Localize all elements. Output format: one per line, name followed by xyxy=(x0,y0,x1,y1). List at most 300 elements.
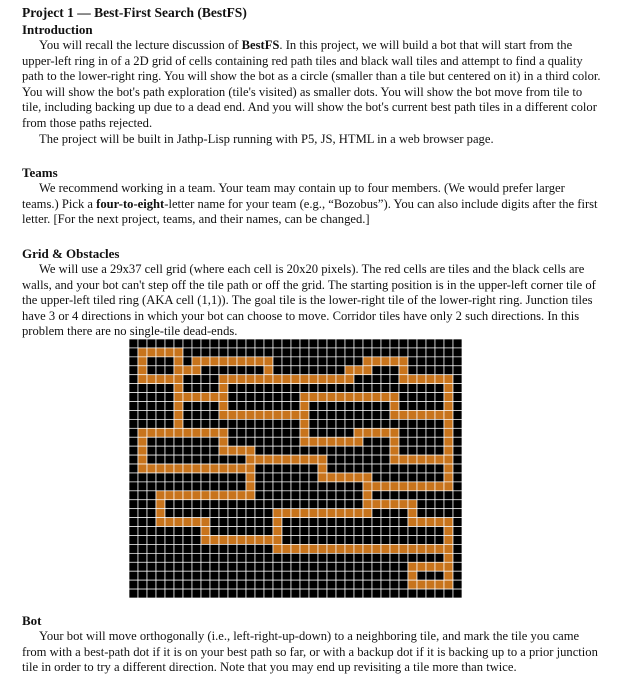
wall-cell xyxy=(291,402,300,411)
path-tile xyxy=(210,393,219,402)
wall-cell xyxy=(273,464,282,473)
platform-paragraph: The project will be built in Jathp-Lisp running with P5, JS, HTML in a web browser page. xyxy=(39,131,494,146)
path-tile xyxy=(444,527,453,536)
wall-cell xyxy=(444,339,453,348)
wall-cell xyxy=(363,446,372,455)
wall-cell xyxy=(165,589,174,598)
wall-cell xyxy=(309,535,318,544)
wall-cell xyxy=(435,384,444,393)
wall-cell xyxy=(282,535,291,544)
wall-cell xyxy=(399,437,408,446)
wall-cell xyxy=(237,518,246,527)
path-tile xyxy=(435,482,444,491)
path-tile xyxy=(318,375,327,384)
wall-cell xyxy=(417,348,426,357)
wall-cell xyxy=(129,348,138,357)
path-tile xyxy=(147,428,156,437)
wall-cell xyxy=(183,348,192,357)
path-tile xyxy=(345,366,354,375)
path-tile xyxy=(255,535,264,544)
path-tile xyxy=(336,509,345,518)
wall-cell xyxy=(156,473,165,482)
wall-cell xyxy=(417,366,426,375)
wall-cell xyxy=(183,437,192,446)
wall-cell xyxy=(237,562,246,571)
path-tile xyxy=(174,366,183,375)
wall-cell xyxy=(453,375,462,384)
wall-cell xyxy=(372,410,381,419)
wall-cell xyxy=(327,464,336,473)
wall-cell xyxy=(435,589,444,598)
wall-cell xyxy=(354,527,363,536)
wall-cell xyxy=(156,535,165,544)
wall-cell xyxy=(156,455,165,464)
wall-cell xyxy=(219,366,228,375)
path-tile xyxy=(363,544,372,553)
path-tile xyxy=(201,357,210,366)
path-tile xyxy=(435,518,444,527)
wall-cell xyxy=(210,553,219,562)
wall-cell xyxy=(264,482,273,491)
path-tile xyxy=(399,410,408,419)
path-tile xyxy=(381,500,390,509)
wall-cell xyxy=(417,357,426,366)
wall-cell xyxy=(129,446,138,455)
wall-cell xyxy=(147,553,156,562)
wall-cell xyxy=(399,473,408,482)
wall-cell xyxy=(246,518,255,527)
wall-cell xyxy=(291,339,300,348)
wall-cell xyxy=(381,464,390,473)
wall-cell xyxy=(399,509,408,518)
teams-text-2: -letter name for your team (e.g., “Bozobus”). You can also include digits after the first letter. [For the next project, teams, and their names, can be changed.] xyxy=(22,196,598,227)
wall-cell xyxy=(390,339,399,348)
wall-cell xyxy=(327,455,336,464)
path-tile xyxy=(210,357,219,366)
path-tile xyxy=(381,482,390,491)
path-tile xyxy=(273,410,282,419)
wall-cell xyxy=(174,455,183,464)
path-tile xyxy=(192,357,201,366)
path-tile xyxy=(354,473,363,482)
path-tile xyxy=(219,393,228,402)
wall-cell xyxy=(192,375,201,384)
team-name-length: four-to-eight xyxy=(96,196,165,211)
path-tile xyxy=(183,428,192,437)
wall-cell xyxy=(147,339,156,348)
wall-cell xyxy=(318,535,327,544)
wall-cell xyxy=(399,527,408,536)
wall-cell xyxy=(264,446,273,455)
wall-cell xyxy=(147,384,156,393)
wall-cell xyxy=(345,357,354,366)
path-tile xyxy=(444,375,453,384)
wall-cell xyxy=(318,446,327,455)
wall-cell xyxy=(327,589,336,598)
wall-cell xyxy=(237,553,246,562)
path-tile xyxy=(426,482,435,491)
wall-cell xyxy=(345,500,354,509)
wall-cell xyxy=(309,553,318,562)
wall-cell xyxy=(453,509,462,518)
wall-cell xyxy=(336,580,345,589)
wall-cell xyxy=(291,562,300,571)
wall-cell xyxy=(309,580,318,589)
wall-cell xyxy=(435,535,444,544)
path-tile xyxy=(390,393,399,402)
wall-cell xyxy=(201,339,210,348)
wall-cell xyxy=(201,419,210,428)
wall-cell xyxy=(183,473,192,482)
path-tile xyxy=(381,544,390,553)
wall-cell xyxy=(354,491,363,500)
wall-cell xyxy=(255,491,264,500)
wall-cell xyxy=(165,509,174,518)
wall-cell xyxy=(390,589,399,598)
wall-cell xyxy=(219,509,228,518)
wall-cell xyxy=(336,482,345,491)
wall-cell xyxy=(408,473,417,482)
path-tile xyxy=(345,473,354,482)
wall-cell xyxy=(129,562,138,571)
path-tile xyxy=(201,527,210,536)
path-tile xyxy=(264,535,273,544)
wall-cell xyxy=(345,384,354,393)
wall-cell xyxy=(210,562,219,571)
wall-cell xyxy=(318,357,327,366)
wall-cell xyxy=(390,366,399,375)
wall-cell xyxy=(228,455,237,464)
wall-cell xyxy=(291,589,300,598)
wall-cell xyxy=(408,428,417,437)
bestfs-term: BestFS xyxy=(241,38,280,52)
wall-cell xyxy=(228,544,237,553)
wall-cell xyxy=(183,589,192,598)
bot-heading: Bot xyxy=(22,613,42,628)
teams-text-1: We recommend working in a team. Your team may contain up to four members. (We would prefer larger teams.) Pick a xyxy=(22,181,565,211)
path-tile xyxy=(444,410,453,419)
wall-cell xyxy=(201,366,210,375)
wall-cell xyxy=(237,473,246,482)
path-tile xyxy=(183,518,192,527)
wall-cell xyxy=(345,402,354,411)
path-tile xyxy=(372,357,381,366)
wall-cell xyxy=(300,348,309,357)
wall-cell xyxy=(273,580,282,589)
wall-cell xyxy=(318,410,327,419)
wall-cell xyxy=(138,491,147,500)
path-tile xyxy=(156,375,165,384)
wall-cell xyxy=(165,580,174,589)
wall-cell xyxy=(228,348,237,357)
wall-cell xyxy=(399,393,408,402)
path-tile xyxy=(192,393,201,402)
wall-cell xyxy=(453,544,462,553)
wall-cell xyxy=(129,491,138,500)
path-tile xyxy=(138,464,147,473)
wall-cell xyxy=(183,535,192,544)
wall-cell xyxy=(345,580,354,589)
wall-cell xyxy=(399,562,408,571)
path-tile xyxy=(300,410,309,419)
path-tile xyxy=(363,491,372,500)
wall-cell xyxy=(426,339,435,348)
wall-cell xyxy=(390,464,399,473)
wall-cell xyxy=(174,571,183,580)
wall-cell xyxy=(210,571,219,580)
wall-cell xyxy=(210,544,219,553)
wall-cell xyxy=(291,384,300,393)
path-tile xyxy=(174,348,183,357)
wall-cell xyxy=(408,339,417,348)
wall-cell xyxy=(327,527,336,536)
wall-cell xyxy=(228,580,237,589)
wall-cell xyxy=(210,482,219,491)
wall-cell xyxy=(264,473,273,482)
wall-cell xyxy=(255,419,264,428)
wall-cell xyxy=(363,527,372,536)
wall-cell xyxy=(264,348,273,357)
wall-cell xyxy=(210,580,219,589)
wall-cell xyxy=(183,482,192,491)
wall-cell xyxy=(453,402,462,411)
wall-cell xyxy=(345,527,354,536)
path-tile xyxy=(210,491,219,500)
wall-cell xyxy=(255,500,264,509)
wall-cell xyxy=(165,410,174,419)
wall-cell xyxy=(156,589,165,598)
path-tile xyxy=(300,375,309,384)
wall-cell xyxy=(381,589,390,598)
wall-cell xyxy=(264,580,273,589)
wall-cell xyxy=(129,384,138,393)
wall-cell xyxy=(453,589,462,598)
wall-cell xyxy=(327,535,336,544)
wall-cell xyxy=(264,384,273,393)
wall-cell xyxy=(237,527,246,536)
wall-cell xyxy=(255,473,264,482)
wall-cell xyxy=(399,339,408,348)
wall-cell xyxy=(192,553,201,562)
wall-cell xyxy=(309,562,318,571)
wall-cell xyxy=(255,580,264,589)
wall-cell xyxy=(255,589,264,598)
wall-cell xyxy=(327,491,336,500)
wall-cell xyxy=(381,455,390,464)
path-tile xyxy=(327,375,336,384)
path-tile xyxy=(246,473,255,482)
wall-cell xyxy=(201,571,210,580)
wall-cell xyxy=(147,402,156,411)
wall-cell xyxy=(264,464,273,473)
wall-cell xyxy=(354,518,363,527)
wall-cell xyxy=(228,402,237,411)
path-tile xyxy=(300,393,309,402)
wall-cell xyxy=(219,500,228,509)
wall-cell xyxy=(228,473,237,482)
wall-cell xyxy=(147,535,156,544)
path-tile xyxy=(318,473,327,482)
path-tile xyxy=(300,419,309,428)
wall-cell xyxy=(282,393,291,402)
wall-cell xyxy=(354,482,363,491)
wall-cell xyxy=(426,393,435,402)
path-tile xyxy=(156,509,165,518)
wall-cell xyxy=(408,553,417,562)
wall-cell xyxy=(246,384,255,393)
wall-cell xyxy=(336,518,345,527)
wall-cell xyxy=(318,366,327,375)
wall-cell xyxy=(255,339,264,348)
wall-cell xyxy=(282,518,291,527)
wall-cell xyxy=(219,527,228,536)
wall-cell xyxy=(219,518,228,527)
wall-cell xyxy=(309,473,318,482)
wall-cell xyxy=(345,518,354,527)
wall-cell xyxy=(237,455,246,464)
wall-cell xyxy=(345,571,354,580)
path-tile xyxy=(444,535,453,544)
wall-cell xyxy=(129,473,138,482)
wall-cell xyxy=(192,580,201,589)
path-tile xyxy=(381,357,390,366)
wall-cell xyxy=(453,393,462,402)
wall-cell xyxy=(345,455,354,464)
wall-cell xyxy=(381,518,390,527)
wall-cell xyxy=(210,419,219,428)
wall-cell xyxy=(192,482,201,491)
wall-cell xyxy=(129,527,138,536)
path-tile xyxy=(174,357,183,366)
wall-cell xyxy=(264,437,273,446)
wall-cell xyxy=(327,410,336,419)
path-tile xyxy=(174,410,183,419)
wall-cell xyxy=(336,491,345,500)
wall-cell xyxy=(336,366,345,375)
wall-cell xyxy=(273,473,282,482)
wall-cell xyxy=(210,446,219,455)
path-tile xyxy=(363,366,372,375)
path-tile xyxy=(309,375,318,384)
path-tile xyxy=(174,384,183,393)
wall-cell xyxy=(426,428,435,437)
path-tile xyxy=(309,437,318,446)
path-tile xyxy=(435,375,444,384)
wall-cell xyxy=(309,482,318,491)
path-tile xyxy=(255,375,264,384)
path-tile xyxy=(219,375,228,384)
wall-cell xyxy=(381,446,390,455)
wall-cell xyxy=(147,518,156,527)
wall-cell xyxy=(363,437,372,446)
wall-cell xyxy=(273,491,282,500)
wall-cell xyxy=(246,527,255,536)
path-tile xyxy=(237,464,246,473)
wall-cell xyxy=(399,464,408,473)
wall-cell xyxy=(435,509,444,518)
path-tile xyxy=(363,509,372,518)
wall-cell xyxy=(435,419,444,428)
wall-cell xyxy=(426,500,435,509)
wall-cell xyxy=(183,527,192,536)
wall-cell xyxy=(408,464,417,473)
wall-cell xyxy=(246,437,255,446)
path-tile xyxy=(219,428,228,437)
wall-cell xyxy=(138,384,147,393)
wall-cell xyxy=(282,500,291,509)
wall-cell xyxy=(174,535,183,544)
wall-cell xyxy=(372,527,381,536)
wall-cell xyxy=(237,482,246,491)
wall-cell xyxy=(165,482,174,491)
wall-cell xyxy=(327,562,336,571)
wall-cell xyxy=(291,348,300,357)
wall-cell xyxy=(345,419,354,428)
wall-cell xyxy=(426,553,435,562)
path-tile xyxy=(372,428,381,437)
wall-cell xyxy=(291,428,300,437)
path-tile xyxy=(219,402,228,411)
wall-cell xyxy=(426,509,435,518)
wall-cell xyxy=(138,518,147,527)
wall-cell xyxy=(426,357,435,366)
wall-cell xyxy=(228,428,237,437)
wall-cell xyxy=(291,357,300,366)
wall-cell xyxy=(156,544,165,553)
wall-cell xyxy=(156,410,165,419)
path-tile xyxy=(363,500,372,509)
path-tile xyxy=(219,357,228,366)
wall-cell xyxy=(156,527,165,536)
teams-heading: Teams xyxy=(22,165,58,181)
wall-cell xyxy=(390,562,399,571)
wall-cell xyxy=(291,473,300,482)
wall-cell xyxy=(372,535,381,544)
path-tile xyxy=(399,500,408,509)
wall-cell xyxy=(444,366,453,375)
wall-cell xyxy=(354,357,363,366)
wall-cell xyxy=(372,348,381,357)
path-tile xyxy=(255,357,264,366)
path-tile xyxy=(408,410,417,419)
wall-cell xyxy=(435,491,444,500)
wall-cell xyxy=(399,518,408,527)
wall-cell xyxy=(201,384,210,393)
path-tile xyxy=(417,410,426,419)
wall-cell xyxy=(372,384,381,393)
path-tile xyxy=(444,562,453,571)
wall-cell xyxy=(345,410,354,419)
wall-cell xyxy=(165,402,174,411)
wall-cell xyxy=(237,419,246,428)
wall-cell xyxy=(399,348,408,357)
wall-cell xyxy=(381,419,390,428)
wall-cell xyxy=(327,482,336,491)
wall-cell xyxy=(183,339,192,348)
path-tile xyxy=(390,544,399,553)
wall-cell xyxy=(453,339,462,348)
wall-cell xyxy=(192,571,201,580)
wall-cell xyxy=(282,562,291,571)
wall-cell xyxy=(309,410,318,419)
wall-cell xyxy=(372,339,381,348)
wall-cell xyxy=(165,339,174,348)
wall-cell xyxy=(183,500,192,509)
wall-cell xyxy=(264,518,273,527)
path-tile xyxy=(156,348,165,357)
wall-cell xyxy=(210,375,219,384)
path-tile xyxy=(210,428,219,437)
